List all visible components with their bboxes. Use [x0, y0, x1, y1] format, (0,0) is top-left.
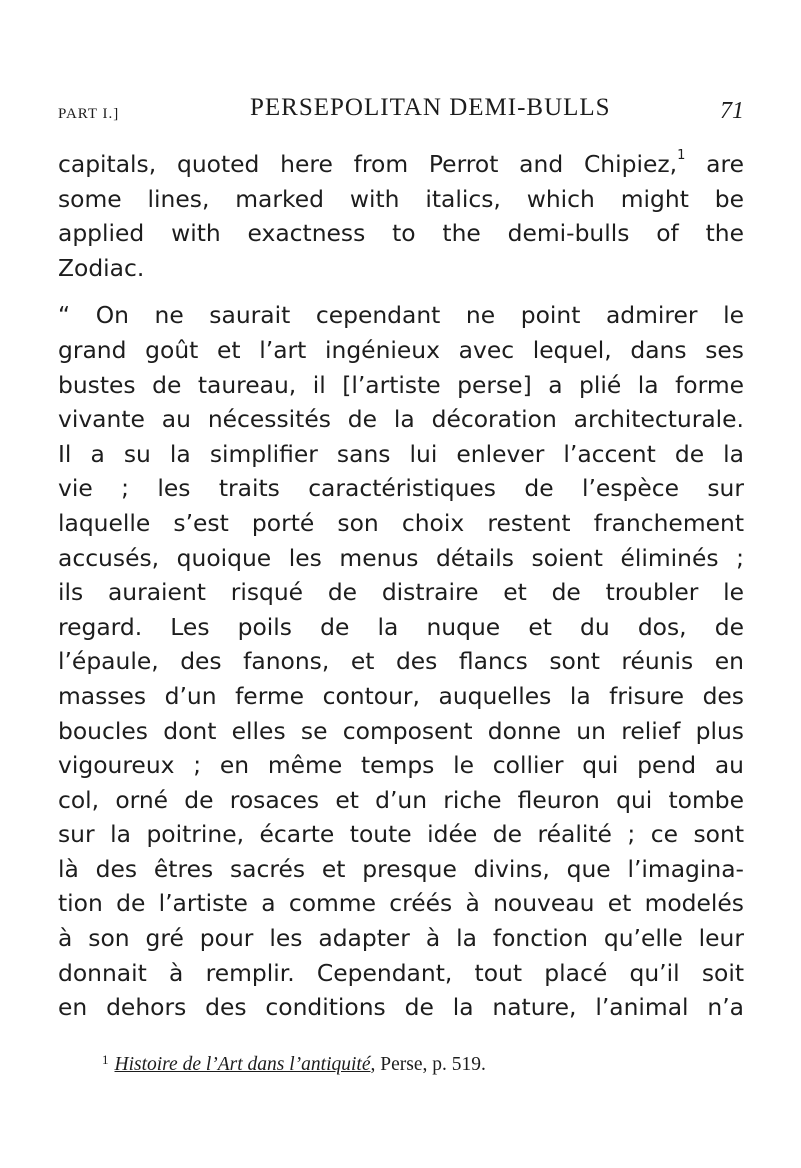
footnote-source-title: Histoire de l’Art dans l’antiquité — [114, 1054, 371, 1075]
text-line: capitals, quoted here from Perrot and Chipiez,$^1$ are — [58, 148, 745, 178]
text-line: applied with exactness to the demi-bulls of the — [58, 219, 744, 248]
text-line: masses d’un ferme contour, auquelles la frisure des — [58, 681, 744, 710]
text-line: boucles dont elles se composent donne un relief plus — [58, 716, 744, 745]
text-line: vivante au nécessités de la décoration architecturale. — [58, 405, 744, 434]
footnote-reference[interactable]: 1 — [677, 148, 686, 164]
text-line: grand goût et l’art ingénieux avec lequel, dans ses — [58, 335, 744, 364]
page-number: 71 — [720, 98, 744, 124]
text-line: vigoureux ; en même temps le collier qui pend au — [58, 751, 744, 780]
running-title: PERSEPOLITAN DEMI-BULLS — [250, 94, 611, 121]
text-line: some lines, marked with italics, which might be — [58, 184, 744, 213]
text-line: donnait à remplir. Cependant, tout placé qu’il soit — [58, 958, 744, 987]
text-line: laquelle s’est porté son choix restent franchement — [58, 508, 744, 537]
text-line: accusés, quoique les menus détails soient éliminés ; — [58, 543, 744, 572]
footnote-citation: , Perse, p. 519. — [370, 1054, 486, 1075]
text-line: Zodiac. — [58, 253, 145, 282]
text-line: sur la poitrine, écarte toute idée de réalité ; ce sont — [58, 820, 744, 849]
paragraph-2-quotation — [58, 298, 744, 1024]
body-text — [58, 147, 744, 1025]
text-line: vie ; les traits caractéristiques de l’espèce sur — [58, 474, 744, 503]
paragraph-1 — [58, 147, 744, 285]
part-label: PART I.] — [58, 106, 120, 122]
text-line: “ On ne saurait cependant ne point admirer le — [58, 301, 744, 330]
footnote — [102, 1054, 486, 1076]
text-line: bustes de taureau, il [l’artiste perse] a plié la forme — [58, 370, 744, 399]
running-header — [58, 92, 744, 136]
text-line: en dehors des conditions de la nature, l’animal n’a — [58, 993, 744, 1022]
text-line: l’épaule, des fanons, et des flancs sont réunis en — [58, 647, 744, 676]
paragraph-gap — [58, 285, 744, 298]
text-line: regard. Les poils de la nuque et du dos, de — [58, 612, 744, 641]
footnote-mark: 1 — [102, 1052, 109, 1067]
text-line: col, orné de rosaces et d’un riche fleuron qui tombe — [58, 785, 744, 814]
text-line: Il a su la simplifier sans lui enlever l’accent de la — [58, 439, 744, 468]
text-line: ils auraient risqué de distraire et de troubler le — [58, 578, 744, 607]
text-line: là des êtres sacrés et presque divins, que l’imagina- — [58, 854, 744, 883]
text-line: tion de l’artiste a comme créés à nouveau et modelés — [58, 889, 744, 918]
text-line: à son gré pour les adapter à la fonction qu’elle leur — [58, 924, 744, 953]
